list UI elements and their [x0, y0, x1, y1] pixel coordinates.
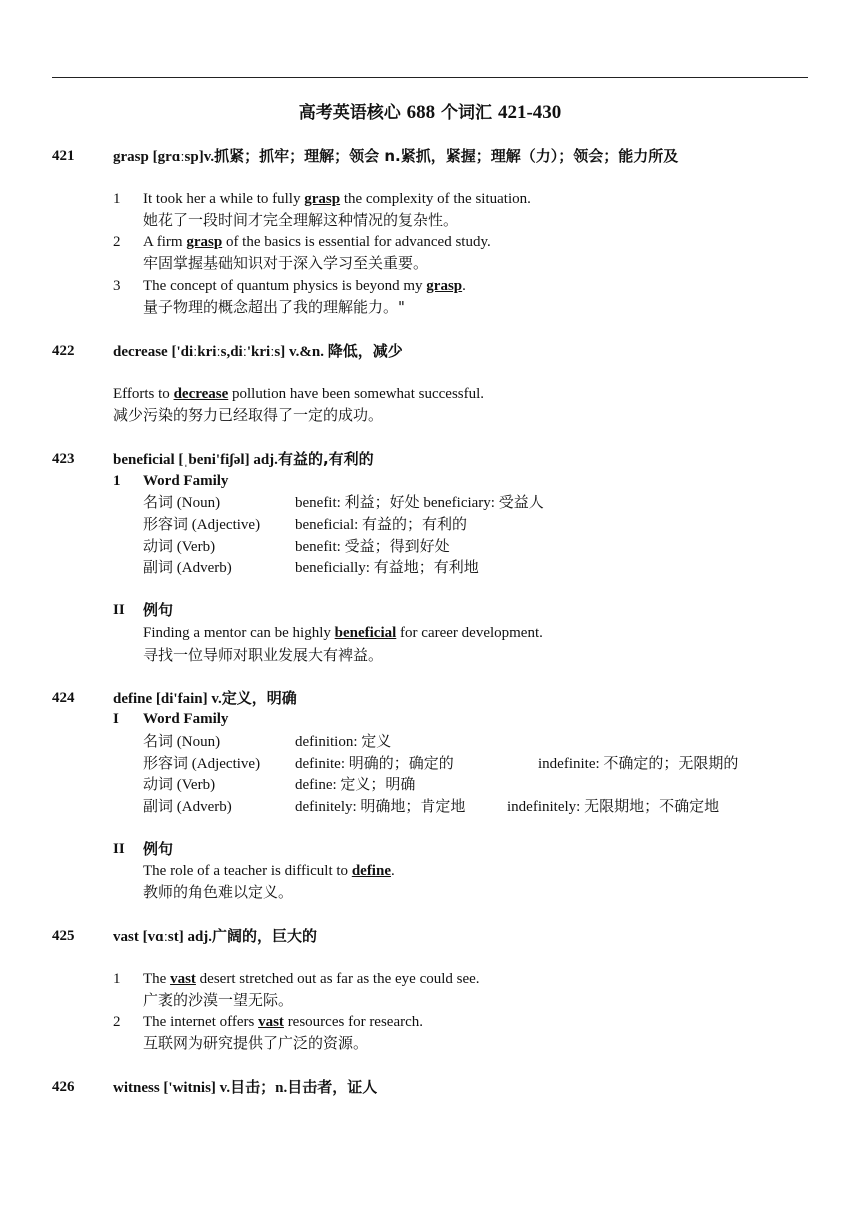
- example-number: 1: [113, 971, 121, 987]
- word-family-row: 名词 (Noun): [143, 732, 221, 750]
- word-family-forms: benefit: 利益；好处 beneficiary: 受益人: [295, 493, 544, 511]
- example-sentence: A firm grasp of the basics is essential for advanced study.: [143, 234, 491, 250]
- example-sentence: It took her a while to fully grasp the complexity of the situation.: [143, 191, 531, 207]
- word-family-forms: definition: 定义: [295, 732, 392, 750]
- example-number: 2: [113, 234, 121, 250]
- example-translation: 牢固掌握基础知识对于深入学习至关重要。: [143, 254, 429, 272]
- entry-headword: define [di'fain] v.定义，明确: [113, 689, 297, 707]
- word-family-forms: beneficially: 有益地；有利地: [295, 558, 479, 576]
- word-family-row: 动词 (Verb): [143, 775, 216, 793]
- section-number: II: [113, 602, 125, 618]
- word-family-forms: indefinite: 不确定的；无限期的: [538, 754, 739, 772]
- section-label: Word Family: [143, 473, 229, 489]
- word-family-row: 副词 (Adverb): [143, 797, 232, 815]
- section-label: 例句: [143, 601, 174, 619]
- entry-number: 424: [52, 690, 75, 706]
- entry-number: 426: [52, 1079, 75, 1095]
- word-family-forms: define: 定义；明确: [295, 775, 416, 793]
- entry-headword: decrease ['diːkriːs,diː'kriːs] v.&n. 降低，减少: [113, 342, 403, 360]
- entry-headword: beneficial [ˌbeni'fiʃəl] adj.有益的,有利的: [113, 450, 374, 468]
- word-family-row: 名词 (Noun): [143, 493, 221, 511]
- example-sentence: The role of a teacher is difficult to define.: [143, 863, 395, 879]
- section-label: 例句: [143, 840, 174, 858]
- example-translation: 量子物理的概念超出了我的理解能力。": [143, 298, 405, 316]
- example-translation: 互联网为研究提供了广泛的资源。: [143, 1034, 369, 1052]
- entry-number: 422: [52, 343, 75, 359]
- entry-headword: grasp [grɑːsp]v.抓紧；抓牢；理解；领会 n.紧抓，紧握；理解（力）；领会；能力所及: [113, 147, 679, 165]
- entry-number: 425: [52, 928, 75, 944]
- word-family-forms: indefinitely: 无限期地；不确定地: [507, 797, 720, 815]
- top-rule: [52, 77, 808, 78]
- section-number: 1: [113, 473, 121, 489]
- word-family-forms: beneficial: 有益的；有利的: [295, 515, 468, 533]
- section-number: I: [113, 711, 119, 727]
- word-family-forms: definite: 明确的；确定的: [295, 754, 454, 772]
- example-sentence: The vast desert stretched out as far as the eye could see.: [143, 971, 480, 987]
- section-number: II: [113, 841, 125, 857]
- word-family-forms: definitely: 明确地；肯定地: [295, 797, 466, 815]
- example-number: 1: [113, 191, 121, 207]
- page-title: 高考英语核心 688 个词汇 421-430: [298, 102, 562, 123]
- word-family-row: 形容词 (Adjective): [143, 754, 261, 772]
- example-sentence: The internet offers vast resources for research.: [143, 1014, 424, 1030]
- example-translation: 寻找一位导师对职业发展大有裨益。: [143, 646, 384, 664]
- example-translation: 广袤的沙漠一望无际。: [143, 991, 294, 1009]
- section-label: Word Family: [143, 711, 229, 727]
- example-number: 3: [113, 278, 121, 294]
- entry-number: 421: [52, 148, 75, 164]
- example-translation: 教师的角色难以定义。: [143, 883, 294, 901]
- example-number: 2: [113, 1014, 121, 1030]
- word-family-row: 副词 (Adverb): [143, 558, 232, 576]
- example-translation: 减少污染的努力已经取得了一定的成功。: [113, 406, 384, 424]
- example-translation: 她花了一段时间才完全理解这种情况的复杂性。: [143, 211, 459, 229]
- word-family-row: 动词 (Verb): [143, 537, 216, 555]
- example-sentence: Efforts to decrease pollution have been somewhat successful.: [113, 386, 485, 402]
- word-family-row: 形容词 (Adjective): [143, 515, 261, 533]
- entry-headword: vast [vɑːst] adj.广阔的，巨大的: [113, 927, 318, 945]
- example-sentence: The concept of quantum physics is beyond my grasp.: [143, 278, 466, 294]
- entry-number: 423: [52, 451, 75, 467]
- entry-headword: witness ['witnis] v.目击；n.目击者，证人: [113, 1078, 378, 1096]
- word-family-forms: benefit: 受益；得到好处: [295, 537, 450, 555]
- example-sentence: Finding a mentor can be highly beneficial for career development.: [143, 625, 543, 641]
